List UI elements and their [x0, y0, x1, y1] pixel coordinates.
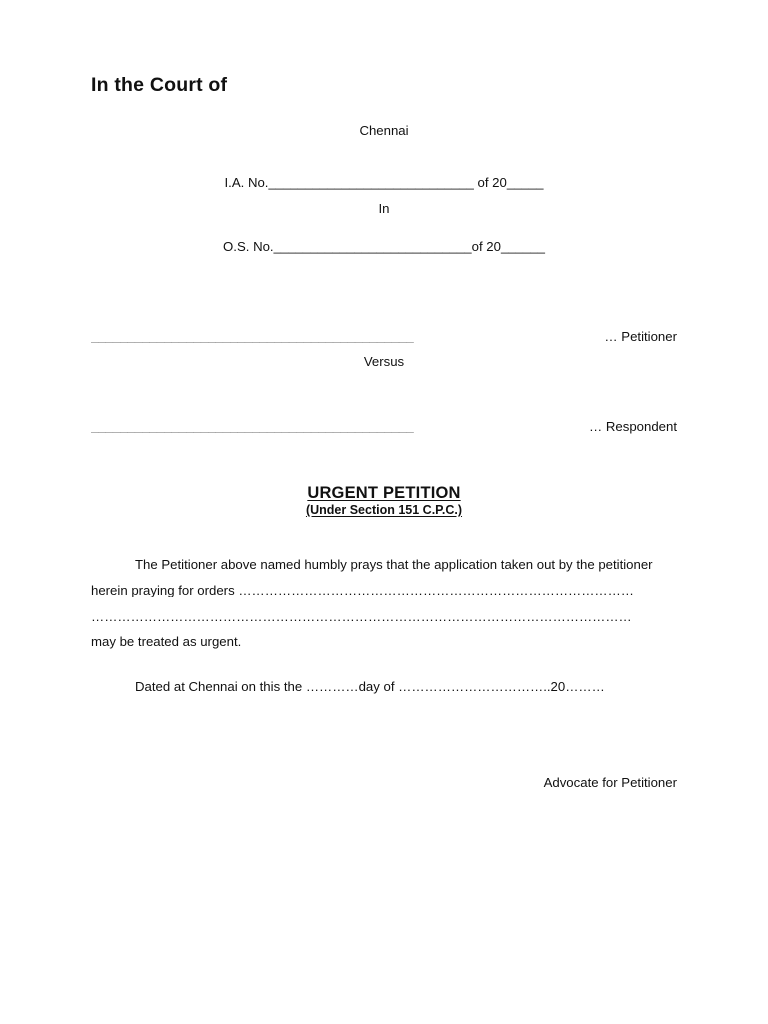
- in-text: In: [378, 201, 390, 216]
- dated-line: Dated at Chennai on this the …………day of ……………………………..20………: [135, 679, 605, 694]
- petition-subtitle: (Under Section 151 C.P.C.): [305, 503, 463, 517]
- petition-body-line-4: may be treated as urgent.: [91, 634, 242, 649]
- respondent-label: … Respondent: [589, 419, 677, 434]
- versus-text: Versus: [363, 354, 405, 369]
- petition-title: URGENT PETITION: [307, 484, 461, 502]
- location-text: Chennai: [359, 123, 409, 138]
- petition-body-line-2: herein praying for orders ………………………………………………………………………………: [91, 584, 634, 598]
- ia-number-line: I.A. No.____________________________ of 20_____: [224, 175, 544, 190]
- court-heading: In the Court of: [91, 74, 228, 96]
- petitioner-name-blank: ____________________________________________: [91, 330, 414, 344]
- petitioner-label: … Petitioner: [604, 329, 677, 344]
- petition-body-line-1: The Petitioner above named humbly prays that the application taken out by the petitioner: [135, 557, 653, 572]
- advocate-signature-label: Advocate for Petitioner: [543, 775, 677, 790]
- os-number-line: O.S. No.___________________________of 20______: [223, 239, 545, 254]
- respondent-name-blank: ____________________________________________: [91, 420, 414, 434]
- petition-body-line-3: ……………………………………………………………………………………………………………: [91, 610, 632, 624]
